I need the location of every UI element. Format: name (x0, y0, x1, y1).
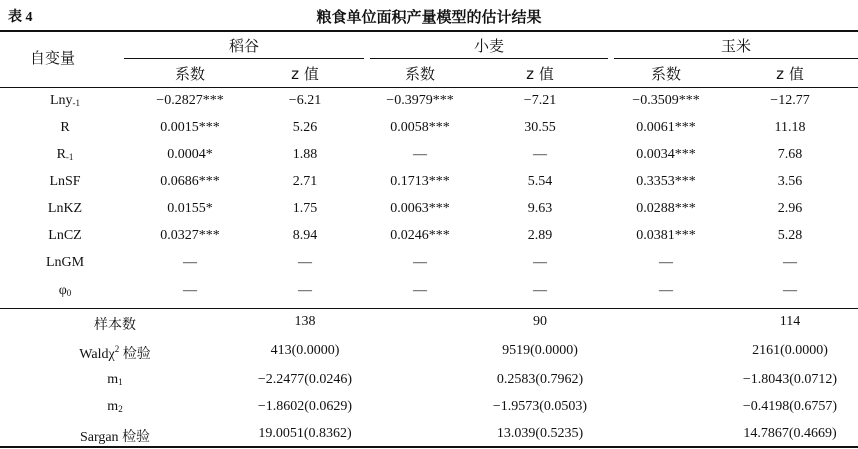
stat-value: −1.8602(0.0629) (257, 399, 353, 414)
group-rule-3 (614, 58, 858, 59)
table-cell: −0.2827*** (156, 93, 224, 108)
stat-label (40, 399, 190, 415)
stat-label (40, 314, 190, 334)
table-cell: — (413, 283, 427, 298)
stat-value: 138 (294, 314, 316, 329)
stat-value: −1.9573(0.0503) (492, 399, 588, 414)
stat-label-suffix: 检验 (119, 347, 151, 362)
variable-label: LnSF (49, 174, 81, 189)
stat-value: 90 (533, 314, 547, 329)
variable-name (20, 120, 110, 136)
bottom-rule (0, 446, 858, 448)
table-cell: 2.89 (527, 228, 553, 243)
group-rule-2 (370, 58, 608, 59)
table-cell: 8.94 (292, 228, 318, 243)
table-cell: 0.0058*** (390, 120, 450, 135)
stat-label-text: m (107, 372, 119, 387)
stat-label-text: m (107, 399, 119, 414)
table-cell: — (533, 147, 547, 162)
body-bottom-rule (0, 308, 858, 309)
stat-value: 0.2583(0.7962) (496, 372, 584, 387)
table-cell: 0.0686*** (160, 174, 220, 189)
stat-label-suffix: 检验 (118, 430, 151, 445)
variable-label: LnKZ (47, 201, 83, 216)
table-cell: 0.0381*** (636, 228, 696, 243)
variable-label: Lny (49, 93, 73, 108)
stat-value: 413(0.0000) (270, 343, 340, 358)
header-bottom-rule (0, 87, 858, 88)
table-cell: 1.75 (292, 201, 318, 216)
variable-label: R (60, 120, 70, 135)
table-cell: 2.71 (292, 174, 318, 189)
table-cell: — (533, 283, 547, 298)
stat-value: 2161(0.0000) (752, 343, 828, 358)
table-cell: — (183, 255, 197, 270)
variable-name (20, 147, 110, 163)
variable-label: R (56, 147, 66, 162)
table-cell: 3.56 (777, 174, 803, 189)
table-cell: 0.0004* (167, 147, 213, 162)
table-cell: 30.55 (524, 120, 556, 135)
table-cell: — (413, 255, 427, 270)
stat-value: −2.2477(0.0246) (257, 372, 353, 387)
variable-name (20, 283, 110, 299)
table-cell: — (533, 255, 547, 270)
stat-value: 114 (779, 314, 801, 329)
table-label: 表 4 (8, 10, 33, 25)
variable-subscript: -1 (72, 98, 81, 108)
table-cell: 7.68 (777, 147, 803, 162)
subheader-coef-wheat: 系数 (404, 65, 435, 83)
variable-name (20, 255, 110, 271)
group-header-corn: 玉米 (720, 37, 751, 55)
table-cell: 0.0061*** (636, 120, 696, 135)
group-header-rice: 稻谷 (228, 37, 259, 55)
table-cell: — (413, 147, 427, 162)
variable-name (20, 228, 110, 244)
table-cell: −12.77 (770, 93, 810, 108)
stat-value: 13.039(0.5235) (496, 426, 584, 441)
table-cell: 0.0063*** (390, 201, 450, 216)
table-cell: — (783, 255, 797, 270)
table-cell: — (659, 283, 673, 298)
variable-subscript: 0 (66, 288, 72, 298)
stat-label (40, 343, 190, 363)
table-cell: 0.3353*** (636, 174, 696, 189)
stat-label-text: Waldχ (79, 347, 115, 362)
table-cell: 9.63 (527, 201, 553, 216)
table-cell: 5.54 (527, 174, 553, 189)
table-title: 粮食单位面积产量模型的估计结果 (316, 8, 542, 26)
group-rule-1 (124, 58, 364, 59)
variable-subscript: -1 (65, 152, 74, 162)
subheader-coef-corn: 系数 (650, 65, 681, 83)
table-cell: — (659, 255, 673, 270)
stat-label-text: Sargan (79, 430, 119, 445)
subheader-z-corn: z 值 (776, 65, 804, 83)
stat-value: −1.8043(0.0712) (742, 372, 838, 387)
stat-label-subscript: 2 (118, 404, 123, 414)
group-header-wheat: 小麦 (473, 37, 504, 55)
stat-value: 19.0051(0.8362) (258, 426, 352, 441)
table-cell: 5.28 (777, 228, 803, 243)
table-cell: −0.3979*** (386, 93, 454, 108)
variable-name (20, 93, 110, 109)
table-cell: 2.96 (777, 201, 803, 216)
stat-value: 14.7867(0.4669) (743, 426, 837, 441)
table-cell: — (298, 283, 312, 298)
table-cell: 0.0034*** (636, 147, 696, 162)
table-cell: −7.21 (523, 93, 557, 108)
table-cell: — (298, 255, 312, 270)
table-cell: 0.0327*** (160, 228, 220, 243)
table-cell: 0.0288*** (636, 201, 696, 216)
table-cell: 0.0015*** (160, 120, 220, 135)
table-cell: −0.3509*** (632, 93, 700, 108)
header-variable: 自变量 (30, 49, 76, 67)
variable-name (20, 174, 110, 190)
stat-label (40, 426, 190, 446)
stat-value: 9519(0.0000) (502, 343, 578, 358)
stat-label-superscript: 2 (114, 344, 120, 354)
table-cell: 0.0155* (167, 201, 213, 216)
table-cell: — (183, 283, 197, 298)
table-cell: 1.88 (292, 147, 318, 162)
subheader-coef-rice: 系数 (174, 65, 205, 83)
table-cell: −6.21 (288, 93, 322, 108)
variable-name (20, 201, 110, 217)
table-cell: 11.18 (774, 120, 806, 135)
stat-label (40, 372, 190, 388)
table-cell: 0.1713*** (390, 174, 450, 189)
subheader-z-wheat: z 值 (526, 65, 554, 83)
variable-label: φ (58, 283, 67, 298)
subheader-z-rice: z 值 (291, 65, 319, 83)
stat-label-text: 样本数 (94, 318, 136, 333)
table-cell: 5.26 (292, 120, 318, 135)
top-rule (0, 30, 858, 32)
variable-label: LnGM (45, 255, 85, 270)
stat-value: −0.4198(0.6757) (742, 399, 838, 414)
table-cell: 0.0246*** (390, 228, 450, 243)
variable-label: LnCZ (48, 228, 82, 243)
stat-label-subscript: 1 (118, 377, 123, 387)
table-cell: — (783, 283, 797, 298)
